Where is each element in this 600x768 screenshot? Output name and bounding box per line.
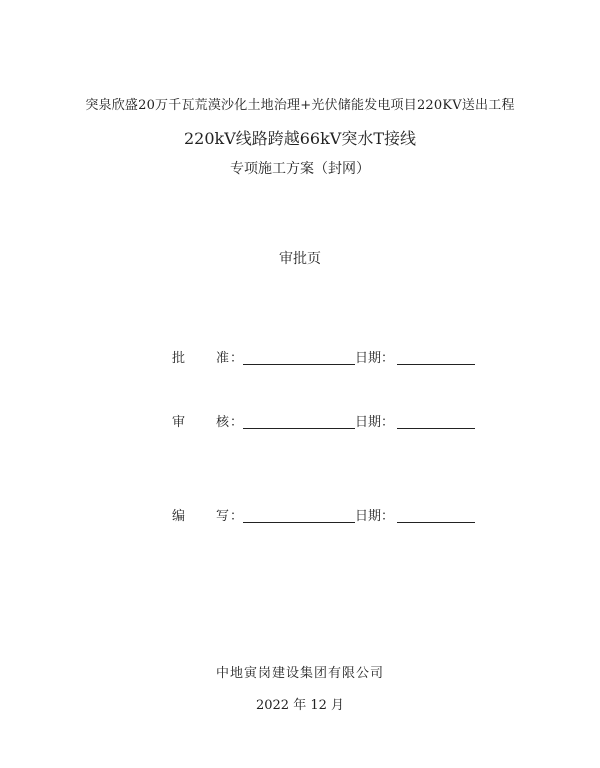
signature-name-line — [243, 522, 355, 523]
signature-row-review — [0, 411, 600, 433]
signature-name-line — [243, 364, 355, 365]
signature-date-line — [397, 428, 475, 429]
signature-row-author — [0, 505, 600, 527]
signature-row-approve — [0, 347, 600, 369]
signature-date-label: 日期： — [355, 509, 395, 524]
signature-label-char1: 编 — [172, 509, 186, 524]
signature-date-label: 日期： — [355, 415, 395, 430]
project-title-line2: 220kV线路跨越66kV突水T接线 — [183, 129, 417, 148]
signature-label-colon: ： — [230, 509, 244, 524]
signature-label-char2: 核 — [216, 415, 230, 430]
signature-label-char2: 写 — [216, 509, 230, 524]
signature-label-char2: 准 — [216, 351, 230, 366]
approval-page-title: 审批页 — [279, 251, 321, 267]
signature-label-char1: 审 — [172, 415, 186, 430]
signature-label-colon: ： — [230, 351, 244, 366]
signature-date-line — [397, 522, 475, 523]
project-title-line1: 突泉欣盛20万千瓦荒漠沙化土地治理+光伏储能发电项目220KV送出工程 — [85, 98, 515, 113]
document-date: 2022 年 12 月 — [255, 698, 345, 713]
project-title-line3: 专项施工方案（封网） — [230, 161, 370, 177]
signature-label-colon: ： — [230, 415, 244, 430]
signature-name-line — [243, 428, 355, 429]
signature-label-char1: 批 — [172, 351, 186, 366]
signature-date-line — [397, 364, 475, 365]
company-name: 中地寅岗建设集团有限公司 — [215, 666, 384, 681]
signature-date-label: 日期： — [355, 351, 395, 366]
